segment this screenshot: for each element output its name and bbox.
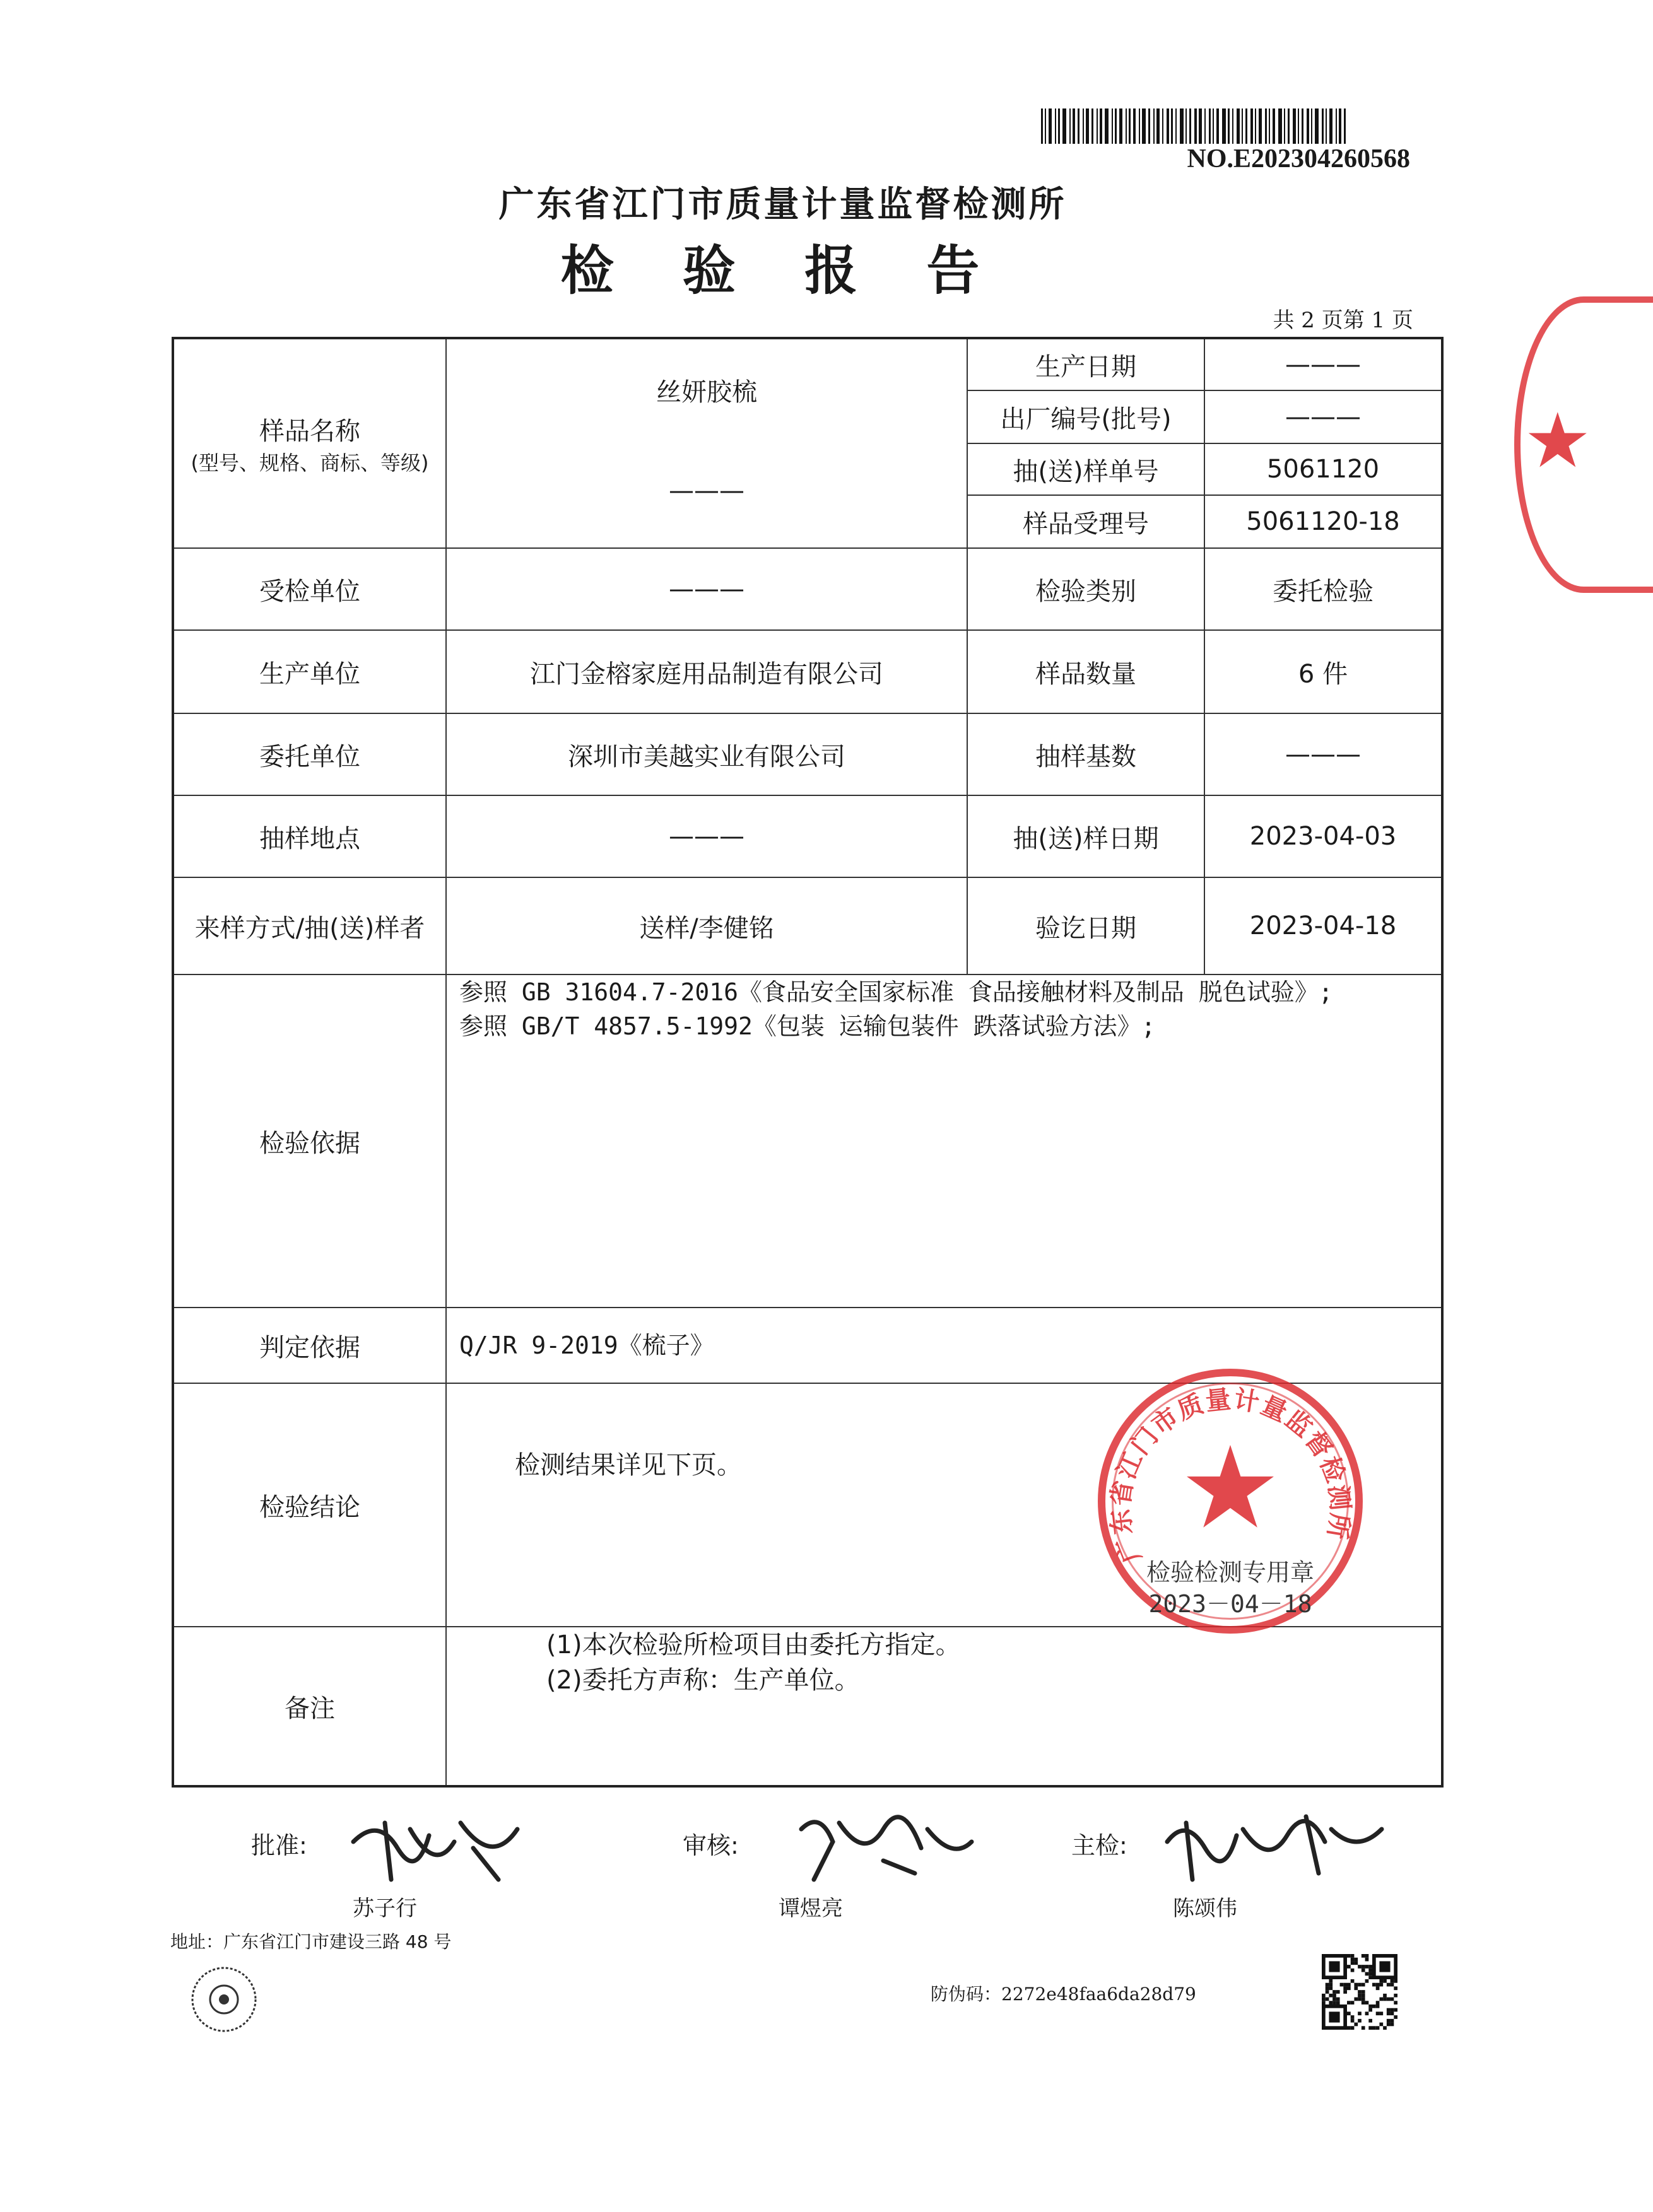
barcode-bar — [1180, 108, 1184, 144]
barcode-icon — [1041, 108, 1404, 144]
barcode-bar — [1284, 108, 1285, 144]
approve-label: 批准: — [251, 1832, 307, 1859]
barcode-bar — [1199, 108, 1202, 144]
basis-line-2: 参照 GB/T 4857.5-1992《包装 运输包装件 跌落试验方法》; — [459, 1012, 1156, 1040]
acceptance-no-value: 5061120-18 — [1246, 507, 1400, 536]
basis-content — [459, 975, 1431, 1307]
barcode-bar — [1273, 108, 1275, 144]
approve-name: 苏子行 — [353, 1896, 417, 1921]
inspected-unit-value: ——— — [669, 575, 744, 604]
remarks-label: 备注 — [285, 1694, 335, 1723]
stamp-name: 检验检测专用章 — [1146, 1559, 1314, 1586]
review-name: 谭煜亮 — [779, 1896, 843, 1921]
barcode-bar — [1091, 108, 1093, 144]
star-icon: ★ — [1179, 1422, 1281, 1554]
barcode-bar — [1062, 108, 1066, 144]
sampling-base-label: 抽样基数 — [1035, 742, 1136, 771]
batch-no-value: ——— — [1285, 402, 1361, 431]
barcode-bar — [1105, 108, 1109, 144]
barcode-bar — [1156, 108, 1160, 144]
remarks-content — [546, 1627, 1367, 1785]
review-label: 审核: — [683, 1832, 739, 1859]
barcode-bar — [1222, 108, 1226, 144]
review-signature — [789, 1804, 978, 1892]
page-info: 共 2 页第 1 页 — [1273, 308, 1413, 333]
barcode-bar — [1339, 108, 1341, 144]
sampling-order-value: 5061120 — [1266, 455, 1380, 484]
judgement-value: Q/JR 9-2019《梳子》 — [459, 1331, 714, 1359]
completion-date-value: 2023-04-18 — [1249, 911, 1397, 940]
barcode-bar — [1344, 108, 1346, 144]
production-date-value: ——— — [1285, 350, 1361, 379]
sampling-date-value: 2023-04-03 — [1249, 822, 1397, 851]
inspected-unit-label: 受检单位 — [259, 576, 360, 606]
barcode-bar — [1171, 108, 1173, 144]
judgement-label: 判定依据 — [259, 1333, 360, 1362]
barcode-bar — [1133, 108, 1136, 144]
barcode-bar — [1100, 108, 1102, 144]
barcode-bar — [1216, 108, 1219, 144]
chief-name: 陈颂伟 — [1173, 1896, 1237, 1921]
sampling-order-label: 抽(送)样单号 — [1013, 457, 1159, 486]
barcode-bar — [1329, 108, 1332, 144]
barcode-bar — [1148, 108, 1150, 144]
manufacturer-value: 江门金榕家庭用品制造有限公司 — [530, 659, 883, 689]
barcode-bar — [1142, 108, 1146, 144]
sampling-place-label: 抽样地点 — [259, 824, 360, 853]
barcode-bar — [1288, 108, 1290, 144]
barcode-bar — [1326, 108, 1327, 144]
chief-signature — [1161, 1798, 1388, 1892]
sampling-base-value: ——— — [1285, 740, 1361, 769]
sample-qty-value: 6 件 — [1298, 659, 1348, 689]
chief-label: 主检: — [1071, 1832, 1127, 1859]
barcode-bar — [1049, 108, 1052, 144]
barcode-bar — [1162, 108, 1163, 144]
barcode-bar — [1058, 108, 1060, 144]
organization-title: 广东省江门市质量计量监督检测所 — [498, 184, 1067, 225]
acceptance-no-label: 样品受理号 — [1023, 509, 1149, 539]
barcode-bar — [1097, 108, 1098, 144]
client-label: 委托单位 — [259, 742, 360, 771]
barcode-bar — [1315, 108, 1319, 144]
barcode-bar — [1175, 108, 1177, 144]
barcode-bar — [1302, 108, 1303, 144]
barcode-bar — [1322, 108, 1324, 144]
manufacturer-label: 生产单位 — [259, 659, 360, 689]
barcode-bar — [1073, 108, 1075, 144]
barcode-bar — [1112, 108, 1113, 144]
barcode-bar — [1259, 108, 1262, 144]
stamp-ring-label: 广东省江门市质量计量监督检测所 — [1105, 1384, 1355, 1567]
sample-name-sublabel: (型号、规格、商标、等级) — [191, 450, 429, 475]
sample-name-label-cell — [174, 339, 445, 547]
barcode-bar — [1255, 108, 1256, 144]
conclusion-value: 检测结果详见下页。 — [515, 1450, 742, 1480]
completion-date-label: 验讫日期 — [1035, 913, 1136, 943]
basis-line-1: 参照 GB 31604.7-2016《食品安全国家标准 食品接触材料及制品 脱色试验》; — [459, 978, 1333, 1006]
barcode-bar — [1204, 108, 1206, 144]
barcode-bar — [1189, 108, 1191, 144]
barcode-bar — [1269, 108, 1270, 144]
client-value: 深圳市美越实业有限公司 — [568, 742, 845, 771]
remark-2: (2)委托方声称：生产单位。 — [546, 1666, 860, 1695]
barcode-bar — [1086, 108, 1089, 144]
barcode-bar — [1083, 108, 1084, 144]
barcode-bar — [1139, 108, 1140, 144]
address: 地址：广东省江门市建设三路 48 号 — [170, 1931, 452, 1952]
barcode-bar — [1209, 108, 1211, 144]
remark-1: (1)本次检验所检项目由委托方指定。 — [546, 1630, 961, 1659]
barcode-bar — [1167, 108, 1169, 144]
barcode-bar — [1126, 108, 1127, 144]
sample-spec-value: ——— — [669, 476, 744, 505]
document-title: 检 验 报 告 — [560, 240, 1005, 301]
certification-seal-icon — [189, 1965, 259, 2034]
barcode-bar — [1129, 108, 1131, 144]
barcode-bar — [1293, 108, 1296, 144]
barcode-bar — [1250, 108, 1253, 144]
barcode-bar — [1311, 108, 1312, 144]
inspection-type-value: 委托检验 — [1273, 576, 1374, 606]
barcode-bar — [1045, 108, 1046, 144]
barcode-bar — [1115, 108, 1117, 144]
production-date-label: 生产日期 — [1035, 352, 1136, 382]
barcode-bar — [1069, 108, 1071, 144]
barcode-bar — [1242, 108, 1243, 144]
barcode-bar — [1278, 108, 1282, 144]
delivery-label: 来样方式/抽(送)样者 — [194, 913, 425, 943]
barcode-bar — [1232, 108, 1233, 144]
delivery-value: 送样/李健铭 — [639, 913, 774, 943]
sample-name-label: 样品名称 — [259, 416, 360, 446]
barcode-bar — [1194, 108, 1197, 144]
sampling-place-value: ——— — [669, 822, 744, 851]
barcode-bar — [1307, 108, 1309, 144]
barcode-bar — [1055, 108, 1056, 144]
basis-label: 检验依据 — [259, 1128, 360, 1158]
barcode-bar — [1213, 108, 1214, 144]
barcode-bar — [1336, 108, 1337, 144]
barcode-bar — [1245, 108, 1247, 144]
barcode-bar — [1119, 108, 1122, 144]
sampling-date-label: 抽(送)样日期 — [1013, 824, 1159, 853]
sample-name-value: 丝妍胶梳 — [656, 377, 757, 407]
barcode-bar — [1298, 108, 1299, 144]
inspection-type-label: 检验类别 — [1035, 576, 1136, 606]
sample-qty-label: 样品数量 — [1035, 659, 1136, 689]
barcode-bar — [1153, 108, 1155, 144]
anti-fake-code: 防伪码：2272e48faa6da28d79 — [931, 1984, 1196, 2004]
barcode-bar — [1265, 108, 1267, 144]
barcode-bar — [1228, 108, 1230, 144]
barcode-bar — [1041, 108, 1043, 144]
edge-stamp-star-icon: ★ — [1524, 397, 1592, 485]
approve-signature — [341, 1804, 530, 1892]
stamp-date: 2023－04－18 — [1148, 1590, 1312, 1618]
report-number: NO.E202304260568 — [1187, 144, 1410, 173]
conclusion-label: 检验结论 — [259, 1492, 360, 1522]
barcode-bar — [1078, 108, 1079, 144]
qr-code-icon — [1322, 1954, 1397, 2030]
barcode-bar — [1237, 108, 1240, 144]
barcode-bar — [1185, 108, 1187, 144]
batch-no-label: 出厂编号(批号) — [1000, 404, 1172, 434]
